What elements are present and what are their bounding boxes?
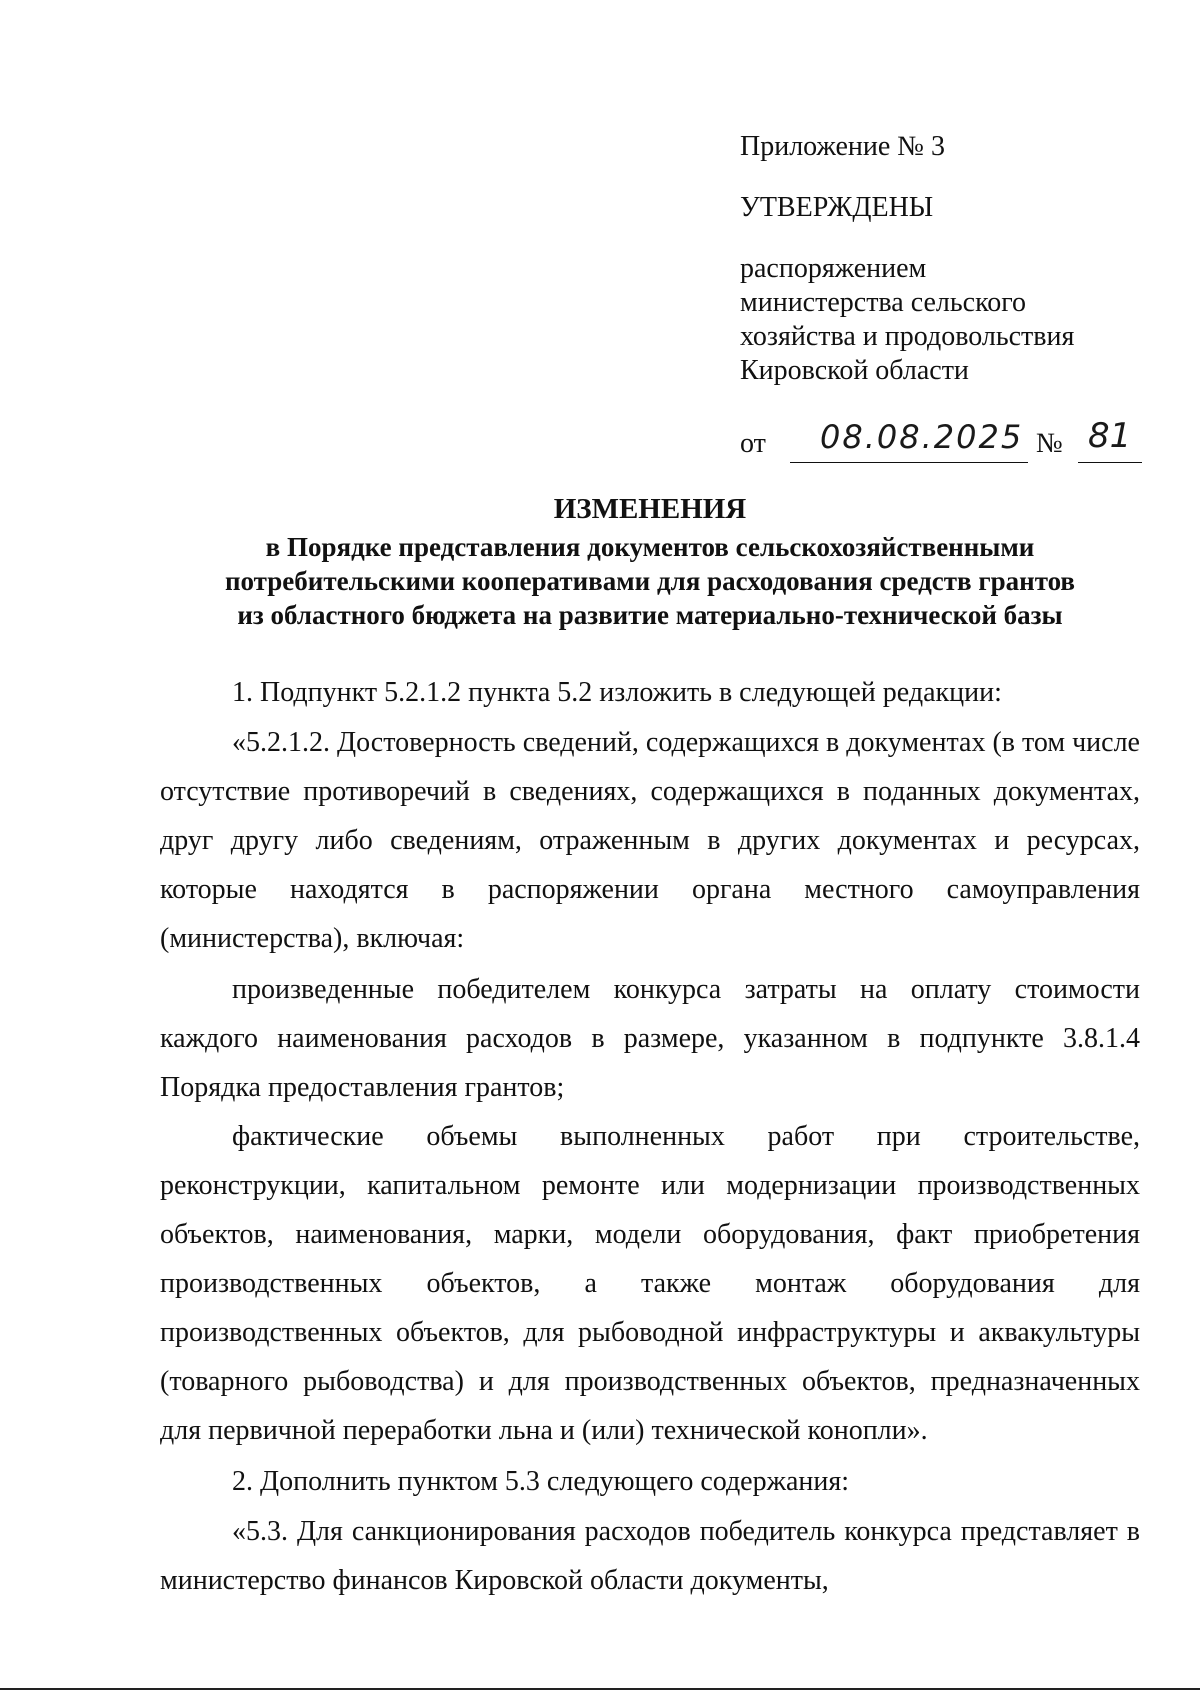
document-title: ИЗМЕНЕНИЯ [553,493,747,525]
approval-line-2: министерства сельского [740,287,1027,318]
document-subtitle-line-2: потребительскими кооперативами для расходования средств грантов [224,566,1076,596]
approval-line-1: распоряжением [740,253,927,284]
paragraph-5: 2. Дополнить пунктом 5.3 следующего содержания: [232,1466,850,1497]
from-label: от [740,428,766,459]
approved-label: УТВЕРЖДЕНЫ [740,192,934,223]
document-subtitle-line-1: в Порядке представления документов сельскохозяйственными [265,532,1035,562]
date-field [790,420,1028,463]
handwritten-date: 08.08.2025 [820,418,1024,456]
handwritten-number: 81 [1088,416,1132,456]
paragraph-2: «5.2.1.2. Достоверность сведений, содержащихся в документах (в том числе отсутствие противоречий в сведениях, содержащихся в поданных документах, друг другу либо сведениям, отраженным в других документах и ресурсах, которые находятся в распоряжении органа местного самоуправления (министерства), включая: [160,727,1140,954]
document-subtitle-line-3: из областного бюджета на развитие материально-технической базы [237,600,1063,630]
paragraph-3: произведенные победителем конкурса затраты на оплату стоимости каждого наименования расходов в размере, указанном в подпункте 3.8.1.4 Порядка предоставления грантов; [160,974,1140,1103]
appendix-label: Приложение № 3 [740,131,945,162]
paragraph-6: «5.3. Для санкционирования расходов победитель конкурса представляет в министерство финансов Кировской области документы, [160,1516,1140,1596]
paragraph-4: фактические объемы выполненных работ при строительстве, реконструкции, капитальном ремонте или модернизации производственных объектов, наименования, марки, модели оборудования, факт приобретения производственных объектов, а также монтаж оборудования для производственных объектов, для рыбоводной инфраструктуры и аквакультуры (товарного рыбоводства) и для производственных объектов, предназначенных для первичной переработки льна и (или) технической конопли». [160,1121,1140,1446]
approval-line-4: Кировской области [740,355,969,386]
approval-line-3: хозяйства и продовольствия [740,321,1075,352]
date-number-line [740,416,1160,470]
page-bottom-edge [0,1688,1200,1690]
number-label: № [1036,428,1063,459]
number-field [1078,416,1142,463]
paragraph-1: 1. Подпункт 5.2.1.2 пункта 5.2 изложить в следующей редакции: [232,677,1002,708]
